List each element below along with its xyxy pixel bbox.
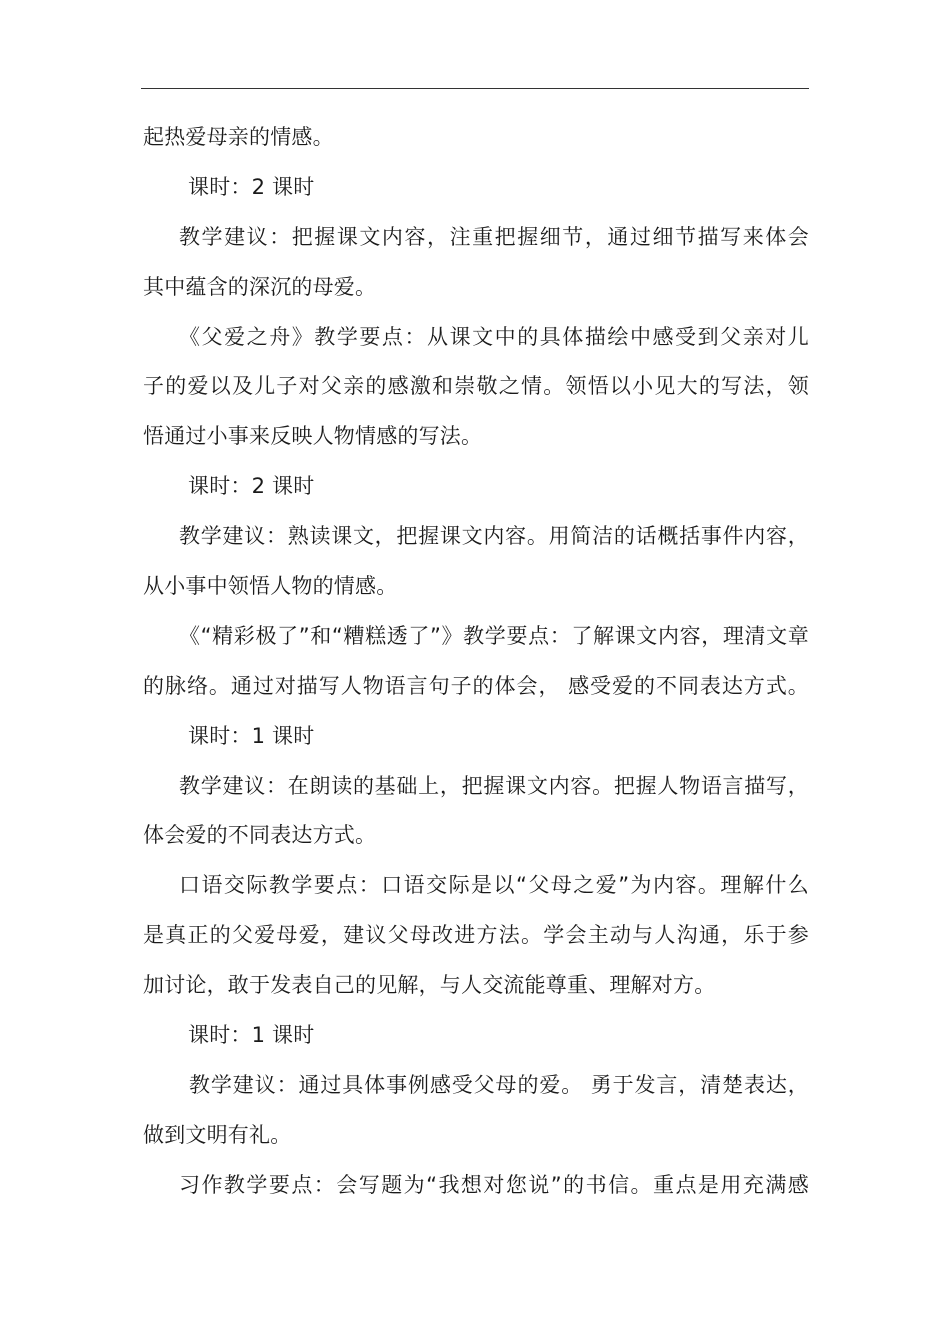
teaching-suggestion-line: 教学建议：把握课文内容，注重把握细节，通过细节描写来体会 (179, 224, 809, 249)
teaching-suggestion-line: 教学建议：通过具体事例感受父母的爱。 勇于发言，清楚表达， (189, 1072, 809, 1097)
text-line: 从小事中领悟人物的情感。 (143, 574, 398, 599)
lesson-hours-line: 课时：2 课时 (188, 474, 315, 499)
text-line: 做到文明有礼。 (143, 1122, 292, 1147)
text-line: 其中蕴含的深沉的母爱。 (143, 274, 377, 299)
lesson-heading-line: 《“精彩极了”和“糟糕透了”》教学要点：了解课文内容，理清文章 (179, 623, 809, 648)
text-line: 是真正的父爱母爱，建议父母改进方法。学会主动与人沟通，乐于参 (143, 923, 809, 948)
lesson-heading-line: 《父爱之舟》教学要点：从课文中的具体描绘中感受到父亲对儿 (179, 324, 809, 349)
text-line: 子的爱以及儿子对父亲的感激和崇敬之情。领悟以小见大的写法，领 (143, 374, 809, 399)
text-line: 加讨论，敢于发表自己的见解，与人交流能尊重、理解对方。 (143, 973, 716, 998)
text-line: 体会爱的不同表达方式。 (143, 823, 377, 848)
text-line: 起热爱母亲的情感。 (143, 125, 334, 149)
teaching-suggestion-line: 教学建议：在朗读的基础上，把握课文内容。把握人物语言描写， (179, 773, 809, 798)
teaching-suggestion-line: 教学建议：熟读课文，把握课文内容。用简洁的话概括事件内容， (179, 524, 809, 549)
document-body (143, 113, 809, 1211)
text-line: 的脉络。通过对描写人物语言句子的体会， 感受爱的不同表达方式。 (143, 673, 809, 698)
lesson-hours-line: 课时：1 课时 (188, 723, 315, 748)
header-rule (141, 88, 809, 89)
lesson-hours-line: 课时：1 课时 (188, 1023, 315, 1048)
text-line: 悟通过小事来反映人物情感的写法。 (143, 424, 483, 449)
lesson-heading-line: 习作教学要点：会写题为“我想对您说”的书信。重点是用充满感 (179, 1172, 809, 1197)
lesson-hours-line: 课时：2 课时 (188, 174, 315, 199)
lesson-heading-line: 口语交际教学要点：口语交际是以“父母之爱”为内容。理解什么 (179, 873, 809, 898)
